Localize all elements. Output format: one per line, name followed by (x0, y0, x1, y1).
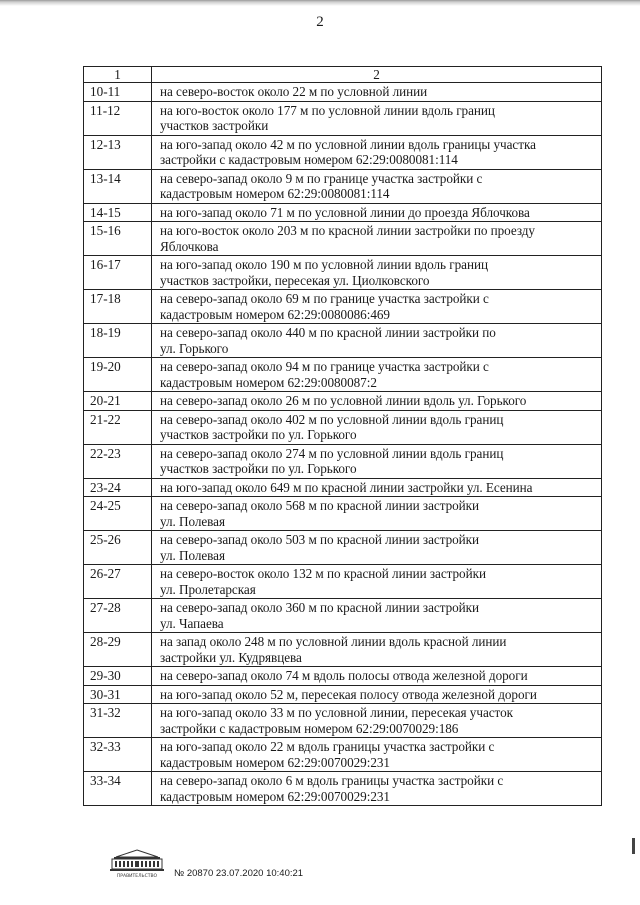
description-line: ул. Горького (160, 340, 229, 356)
description-line: кадастровым номером 62:29:0080081:114 (160, 186, 390, 201)
description-cell (152, 135, 602, 169)
segment-cell: 27-28 (84, 599, 152, 633)
description-line: кадастровым номером 62:29:0080086:469 (160, 306, 390, 322)
segment-cell: 22-23 (84, 444, 152, 478)
segment-cell: 23-24 (84, 478, 152, 497)
table-row (84, 531, 602, 565)
table-row (84, 358, 602, 392)
description-cell (152, 738, 602, 772)
description-cell (152, 101, 602, 135)
table-body (84, 83, 602, 806)
description-line: кадастровым номером 62:29:0070029:231 (160, 788, 390, 804)
document-footer (108, 848, 528, 882)
segment-cell: 24-25 (84, 497, 152, 531)
table-row (84, 738, 602, 772)
table-row (84, 101, 602, 135)
description-line: ул. Полевая (160, 513, 225, 529)
segment-cell: 16-17 (84, 256, 152, 290)
segment-cell: 13-14 (84, 169, 152, 203)
table-row (84, 772, 602, 806)
description-line: застройки с кадастровым номером 62:29:0080081:114 (160, 152, 458, 167)
description-cell (152, 704, 602, 738)
segment-cell: 31-32 (84, 704, 152, 738)
table-row (84, 685, 602, 704)
description-line: кадастровым номером 62:29:0070029:231 (160, 754, 390, 770)
table-row (84, 222, 602, 256)
description-line: на северо-запад около 360 м по красной линии застройки (160, 600, 480, 615)
table-row (84, 565, 602, 599)
segment-cell: 33-34 (84, 772, 152, 806)
description-line: на северо-запад около 274 м по условной линии вдоль границ (160, 445, 504, 461)
segment-cell: 28-29 (84, 633, 152, 667)
segment-cell: 30-31 (84, 685, 152, 704)
description-cell (152, 772, 602, 806)
description-cell (152, 633, 602, 667)
table-row (84, 444, 602, 478)
description-line: на юго-восток около 203 м по красной линии застройки по проезду (160, 223, 535, 238)
description-line: на юго-запад около 52 м, пересекая полосу отвода железной дороги (160, 686, 537, 702)
description-line: на северо-запад около 94 м по границе участка застройки с (160, 359, 489, 374)
scan-top-edge (0, 0, 640, 6)
description-cell (152, 256, 602, 290)
description-line: на юго-запад около 190 м по условной линии вдоль границ (160, 257, 488, 272)
segment-cell: 20-21 (84, 392, 152, 411)
description-cell (152, 169, 602, 203)
stamp-label: ПРАВИТЕЛЬСТВО (116, 874, 158, 878)
segment-cell: 14-15 (84, 203, 152, 222)
description-line: на северо-запад около 568 м по красной линии застройки (160, 498, 480, 513)
description-line: на северо-восток около 22 м по условной линии (160, 84, 428, 99)
segment-cell: 10-11 (84, 83, 152, 102)
description-cell (152, 83, 602, 102)
description-cell (152, 667, 602, 686)
boundary-description-table (83, 66, 602, 806)
table-row (84, 633, 602, 667)
description-line: на северо-восток около 132 м по красной линии застройки (160, 566, 486, 581)
table-row (84, 410, 602, 444)
table-row (84, 203, 602, 222)
description-line: на юго-восток около 177 м по условной линии вдоль границ (160, 102, 495, 118)
description-line: на северо-запад около 503 м по красной линии застройки (160, 532, 480, 547)
description-cell (152, 222, 602, 256)
description-cell (152, 392, 602, 411)
segment-cell: 18-19 (84, 324, 152, 358)
segment-cell: 32-33 (84, 738, 152, 772)
table-row (84, 497, 602, 531)
description-line: Яблочкова (160, 238, 219, 254)
description-cell (152, 565, 602, 599)
column-header-description: 2 (152, 67, 602, 83)
table-header-row (84, 67, 602, 83)
description-line: участков застройки по ул. Горького (160, 461, 357, 476)
segment-cell: 12-13 (84, 135, 152, 169)
table-row (84, 599, 602, 633)
description-cell (152, 531, 602, 565)
description-cell (152, 497, 602, 531)
description-line: на северо-запад около 402 м по условной линии вдоль границ (160, 411, 504, 427)
description-line: застройки ул. Кудрявцева (160, 649, 302, 665)
description-line: на запад около 248 м по условной линии вдоль красной линии (160, 634, 507, 649)
segment-cell: 19-20 (84, 358, 152, 392)
segment-cell: 26-27 (84, 565, 152, 599)
description-cell (152, 358, 602, 392)
segment-cell: 25-26 (84, 531, 152, 565)
table-row (84, 324, 602, 358)
page-number: 2 (316, 14, 324, 30)
description-line: на северо-запад около 440 м по красной линии застройки по (160, 325, 496, 340)
segment-cell: 29-30 (84, 667, 152, 686)
description-line: ул. Полевая (160, 547, 225, 563)
description-line: на юго-запад около 649 м по красной линии застройки ул. Есенина (160, 479, 533, 495)
description-line: на юго-запад около 42 м по условной линии вдоль границы участка (160, 136, 536, 152)
description-line: участков застройки, пересекая ул. Циолковского (160, 272, 430, 288)
description-line: на северо-запад около 6 м вдоль границы участка застройки с (160, 773, 504, 788)
description-line: на юго-запад около 71 м по условной линии до проезда Яблочкова (160, 204, 530, 220)
table-row (84, 667, 602, 686)
table-row (84, 256, 602, 290)
segment-cell: 11-12 (84, 101, 152, 135)
table-row (84, 392, 602, 411)
description-cell (152, 290, 602, 324)
description-cell (152, 444, 602, 478)
description-line: кадастровым номером 62:29:0080087:2 (160, 374, 377, 390)
description-line: на северо-запад около 9 м по границе участка застройки с (160, 170, 483, 186)
description-line: ул. Чапаева (160, 615, 224, 631)
scan-edge-mark (632, 838, 635, 854)
description-cell (152, 685, 602, 704)
description-line: на северо-запад около 69 м по границе участка застройки с (160, 291, 489, 306)
description-cell (152, 324, 602, 358)
description-line: на юго-запад около 22 м вдоль границы участка застройки с (160, 739, 495, 754)
segment-cell: 21-22 (84, 410, 152, 444)
description-cell (152, 599, 602, 633)
registration-stamp: № 20870 23.07.2020 10:40:21 (174, 868, 304, 879)
table-row (84, 83, 602, 102)
description-line: на северо-запад около 74 м вдоль полосы отвода железной дороги (160, 668, 528, 683)
table-row (84, 169, 602, 203)
description-line: на северо-запад около 26 м по условной линии вдоль ул. Горького (160, 393, 527, 408)
table-row (84, 478, 602, 497)
description-line: застройки с кадастровым номером 62:29:0070029:186 (160, 720, 459, 736)
description-cell (152, 203, 602, 222)
description-cell (152, 478, 602, 497)
table-row (84, 290, 602, 324)
government-building-stamp-icon (108, 848, 166, 878)
table-row (84, 135, 602, 169)
table-row (84, 704, 602, 738)
segment-cell: 17-18 (84, 290, 152, 324)
column-header-segment: 1 (84, 67, 152, 83)
description-line: ул. Пролетарская (160, 581, 256, 597)
description-line: участков застройки по ул. Горького (160, 427, 357, 442)
segment-cell: 15-16 (84, 222, 152, 256)
description-line: на юго-запад около 33 м по условной линии, пересекая участок (160, 705, 513, 720)
description-line: участков застройки (160, 118, 269, 133)
description-cell (152, 410, 602, 444)
